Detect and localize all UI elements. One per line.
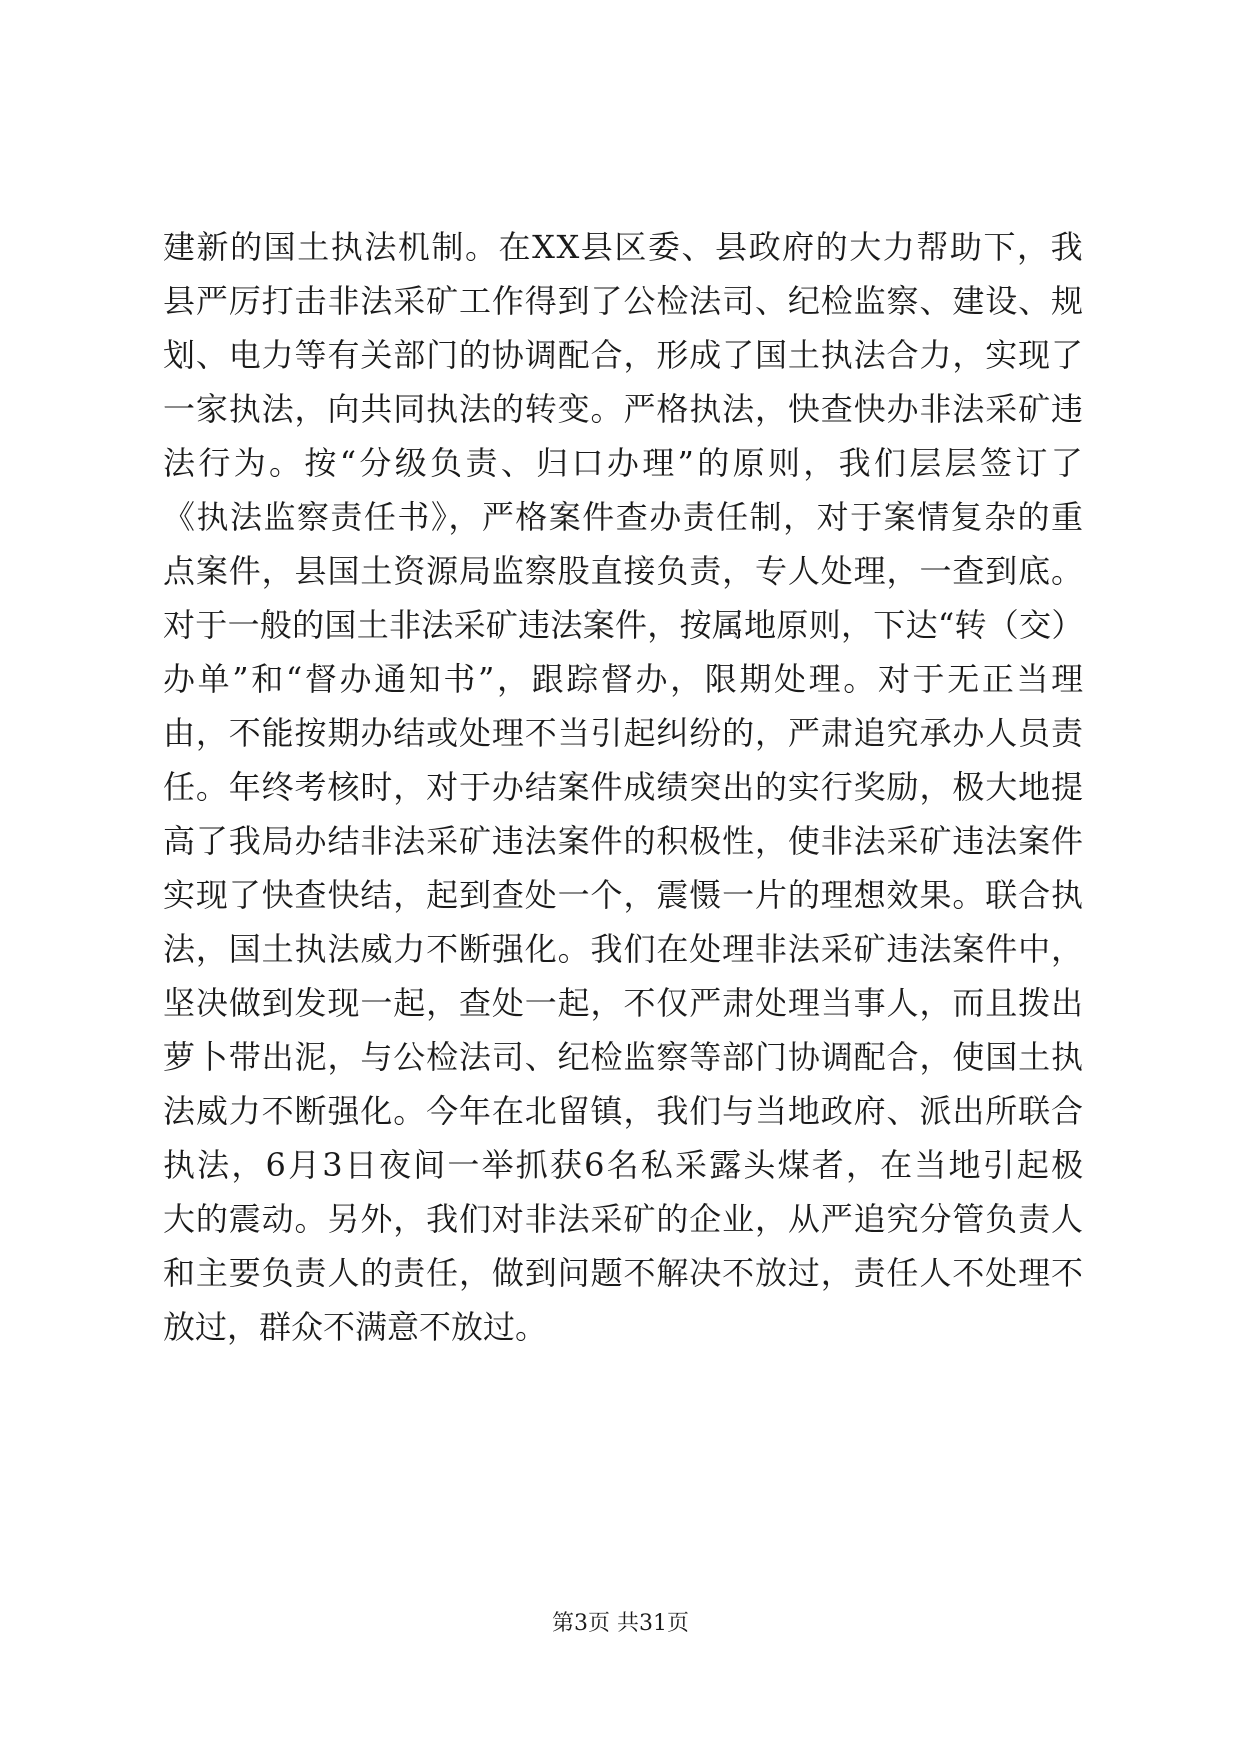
page-number: 第3页 共31页 — [552, 1611, 689, 1636]
text-line: 办单”和“督办通知书”，跟踪督办，限期处理。对于无正当理 — [163, 660, 1086, 698]
text-line: 县严厉打击非法采矿工作得到了公检法司、纪检监察、建设、规 — [163, 282, 1084, 320]
text-line: 建新的国土执法机制。在XX县区委、县政府的大力帮助下，我 — [163, 228, 1085, 266]
text-line: 大的震动。另外，我们对非法采矿的企业，从严追究分管负责人 — [163, 1200, 1084, 1238]
text-line: 划、电力等有关部门的协调配合，形成了国土执法合力，实现了 — [163, 336, 1084, 374]
text-line: 一家执法，向共同执法的转变。严格执法，快查快办非法采矿违 — [163, 390, 1084, 428]
text-line: 点案件，县国土资源局监察股直接负责，专人处理，一查到底。 — [163, 552, 1084, 590]
text-line: 实现了快查快结，起到查处一个，震慑一片的理想效果。联合执 — [163, 876, 1084, 914]
text-line: 由，不能按期办结或处理不当引起纠纷的，严肃追究承办人员责 — [163, 714, 1084, 752]
text-line: 坚决做到发现一起，查处一起，不仅严肃处理当事人，而且拨出 — [163, 984, 1084, 1022]
text-line: 对于一般的国土非法采矿违法案件，按属地原则，下达“转（交） — [163, 606, 1084, 644]
text-line: 和主要负责人的责任，做到问题不解决不放过，责任人不处理不 — [163, 1254, 1084, 1292]
text-line: 执法，6月3日夜间一举抓获6名私采露头煤者，在当地引起极 — [163, 1146, 1086, 1184]
page-footer — [0, 1610, 1241, 1638]
text-line: 高了我局办结非法采矿违法案件的积极性，使非法采矿违法案件 — [163, 822, 1084, 860]
text-line: 法行为。按“分级负责、归口办理”的原则，我们层层签订了 — [163, 444, 1087, 482]
text-line: 法威力不断强化。今年在北留镇，我们与当地政府、派出所联合 — [163, 1092, 1084, 1130]
text-line: 放过，群众不满意不放过。 — [163, 1308, 548, 1346]
text-line: 《执法监察责任书》，严格案件查办责任制，对于案情复杂的重 — [163, 498, 1085, 536]
text-line: 萝卜带出泥，与公检法司、纪检监察等部门协调配合，使国土执 — [163, 1038, 1084, 1076]
text-line: 任。年终考核时，对于办结案件成绩突出的实行奖励，极大地提 — [163, 768, 1084, 806]
text-line: 法，国土执法威力不断强化。我们在处理非法采矿违法案件中， — [163, 930, 1084, 968]
